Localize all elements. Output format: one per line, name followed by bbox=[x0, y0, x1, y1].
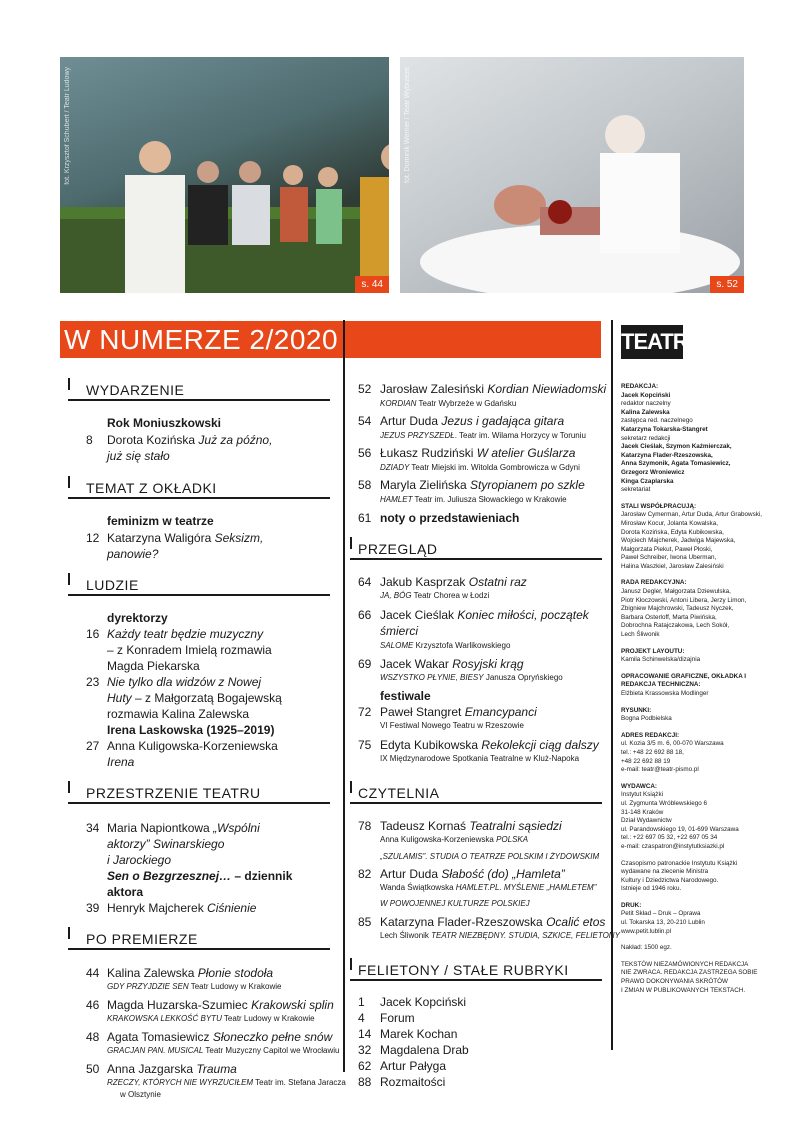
toc-entry-cont: panowie? bbox=[107, 547, 159, 561]
toc-entry-cont: – z Konradem Imielą rozmawia bbox=[107, 643, 272, 657]
column-entry[interactable]: Magdalena Drab bbox=[380, 1043, 469, 1057]
toc-entry[interactable]: Paweł Stangret Emancypanci bbox=[380, 705, 537, 719]
page-number: 16 bbox=[86, 627, 100, 641]
topic-label: Irena Laskowska (1925–2019) bbox=[107, 723, 275, 737]
section-title-temat: TEMAT Z OKŁADKI bbox=[86, 480, 217, 496]
section-underline bbox=[68, 948, 330, 950]
issue-title-bar bbox=[60, 321, 601, 358]
section-underline bbox=[68, 497, 330, 499]
toc-entry[interactable]: Agata Tomasiewicz Słoneczko pełne snów bbox=[107, 1030, 333, 1044]
page-number: 85 bbox=[358, 915, 372, 929]
masthead-label: RADA REDAKCYJNA: bbox=[621, 579, 687, 587]
section-underline bbox=[68, 399, 330, 401]
page-reference-badge: s. 44 bbox=[355, 276, 389, 293]
toc-entry[interactable]: Edyta Kubikowska Rekolekcji ciąg dalszy bbox=[380, 738, 599, 752]
page-number: 48 bbox=[86, 1030, 100, 1044]
book-note-cont: „SZULAMIS”. STUDIA O TEATRZE POLSKIM I ŻYDOWSKIM bbox=[380, 852, 600, 861]
section-title-po-premierze: PO PREMIERZE bbox=[86, 931, 198, 947]
toc-entry[interactable]: Henryk Majcherek Ciśnienie bbox=[107, 901, 257, 915]
topic-label: festiwale bbox=[380, 689, 431, 703]
masthead-label: PROJEKT LAYOUTU: bbox=[621, 647, 685, 655]
section-underline bbox=[350, 558, 602, 560]
toc-entry[interactable]: Artur Duda Słabość (do) „Hamleta” bbox=[380, 867, 565, 881]
page-number: 69 bbox=[358, 657, 372, 671]
toc-entry[interactable]: Dorota Kozińska Już za późno, bbox=[107, 433, 273, 447]
page-number: 62 bbox=[358, 1059, 372, 1073]
toc-entry-cont: aktorzy” Swinarskiego bbox=[107, 837, 225, 851]
production-note: GDY PRZYJDZIE SEN Teatr Ludowy w Krakowie bbox=[107, 982, 282, 991]
column-entry[interactable]: Marek Kochan bbox=[380, 1027, 458, 1041]
production-note: DZIADY Teatr Miejski im. Witolda Gombrowicza w Gdyni bbox=[380, 463, 580, 472]
section-title-felietony: FELIETONY / STAŁE RUBRYKI bbox=[358, 962, 569, 978]
toc-entry-cont: i Jarockiego bbox=[107, 853, 172, 867]
toc-entry-cont: rozmawia Kalina Zalewska bbox=[107, 707, 250, 721]
photo-credit: fot. Krzysztof Schubert / Teatr Ludowy bbox=[64, 67, 71, 185]
toc-entry[interactable]: Maria Napiontkowa „Wspólni bbox=[107, 821, 260, 835]
section-underline bbox=[68, 802, 330, 804]
section-marker bbox=[68, 781, 70, 793]
page-number: 34 bbox=[86, 821, 100, 835]
toc-entry[interactable]: Każdy teatr będzie muzyczny bbox=[107, 627, 264, 641]
toc-entry[interactable]: noty o przedstawieniach bbox=[380, 511, 520, 525]
toc-entry-cont: Irena bbox=[107, 755, 135, 769]
page-number: 32 bbox=[358, 1043, 372, 1057]
cover-photo-left bbox=[60, 57, 389, 293]
book-note: Lech Śliwonik TEATR NIEZBĘDNY. STUDIA, SZKICE, FELIETONY bbox=[380, 931, 620, 940]
section-title-przestrzenie: PRZESTRZENIE TEATRU bbox=[86, 785, 261, 801]
teatr-logo: TEATR bbox=[621, 325, 683, 359]
masthead-label: OPRACOWANIE GRAFICZNE, OKŁADKA I REDAKCJA TECHNICZNA: bbox=[621, 672, 747, 689]
toc-entry[interactable]: Łukasz Rudziński W atelier Guślarza bbox=[380, 446, 576, 460]
photo-credit: fot. Dominik Werner / Teatr Wybrzeże bbox=[404, 67, 411, 183]
page-number: 1 bbox=[358, 995, 365, 1009]
production-note: SALOME Krzysztofa Warlikowskiego bbox=[380, 641, 511, 650]
page-number: 78 bbox=[358, 819, 372, 833]
page-number: 39 bbox=[86, 901, 100, 915]
column-entry[interactable]: Artur Pałyga bbox=[380, 1059, 447, 1073]
section-marker bbox=[68, 476, 70, 488]
topic-label: Rok Moniuszkowski bbox=[107, 416, 222, 430]
toc-entry[interactable]: Katarzyna Waligóra Seksizm, bbox=[107, 531, 264, 545]
column-divider bbox=[343, 320, 345, 1072]
column-entry[interactable]: Jacek Kopciński bbox=[380, 995, 467, 1009]
toc-entry[interactable]: Kalina Zalewska Płonie stodoła bbox=[107, 966, 274, 980]
page-number: 66 bbox=[358, 608, 372, 622]
page-number: 61 bbox=[358, 511, 372, 525]
page-reference-badge: s. 52 bbox=[710, 276, 744, 293]
toc-entry[interactable]: Magda Huzarska-Szumiec Krakowski splin bbox=[107, 998, 334, 1012]
masthead-label: STALI WSPÓŁPRACUJĄ: bbox=[621, 502, 697, 510]
toc-entry-cont: Huty – z Małgorzatą Bogajewską bbox=[107, 691, 282, 705]
production-note: JEZUS PRZYSZEDŁ. Teatr im. Wilama Horzycy w Toruniu bbox=[380, 431, 586, 440]
section-underline bbox=[68, 594, 330, 596]
page-number: 50 bbox=[86, 1062, 100, 1076]
toc-entry[interactable]: Katarzyna Flader-Rzeszowska Ocalić etos bbox=[380, 915, 606, 929]
masthead-label: DRUK: bbox=[621, 901, 642, 909]
masthead: REDAKCJA: Jacek Kopciński redaktor naczelny Kalina Zalewska zastępca red. naczelnego Katarzyna Tokarska-Stangret sekretarz redakcji Jacek Cieślak, Szymon Kaźmierczak, Katarzyna Flader-Rzeszowska, Anna Szymonik, Agata Tomasiewicz, Grzegorz Wroniewicz Kinga Czaplarska sekretariat STALI WSPÓŁPRACUJĄ: Jarosław Cymerman, Artur Duda, Artur Grabowski, Mirosław Kocur, Jolanta Kowalska, Dorota Kozińska, Edyta Kubikowska, Wojciech Majcherek, Jadwiga Majewska, Małgorzata Piekut, Paweł Płoski, Paweł Schreiber, Iwona Uberman, Halina Waszkiel, Jarosław Zalesiński RADA REDAKCYJNA: Janusz Degler, Małgorzata Dziewulska, Piotr Kłoczowski, Antoni Libera, Jerzy Limon, Zbigniew Majchrowski, Tadeusz Nyczek, Barbara Osterloff, Marta Piwińska, Dobrochna Ratajczakowa, Lech Sokół, Lech Śliwonik PROJEKT LAYOUTU: Kamila Schinwelska/dizajnia OPRACOWANIE GRAFICZNE, OKŁADKA I REDAKCJA TECHNICZNA: Elżbieta Krassowska Modlinger RYSUNKI: Bogna Podbielska ADRES REDAKCJI: ul. Kozia 3/5 m. 6, 00-070 Warszawa tel.: +48 22 692 88 18, +48 22 692 88 19 e-mail: teatr@teatr-pismo.pl WYDAWCA: Instytut Książki ul. Zygmunta Wróblewskiego 6 31-148 Kraków Dział Wydawnictw ul. Parandowskiego 19, 01-699 Warszawa tel.: +22 697 05 32, +22 697 05 34 e-mail: czaspatron@instytutksiazki.pl Czasopismo patronackie Instytutu Książki wydawane na zlecenie Ministra Kultury i Dziedzictwa Narodowego. Istnieje od 1946 roku. DRUK: Petit Skład – Druk – Oprawa ul. Tokarska 13, 20-210 Lublin www.petit.lublin.pl Nakład: 1500 egz. TEKSTÓW NIEZAMÓWIONYCH REDAKCJA NIE ZWRACA. REDAKCJA ZASTRZEGA SOBIE PRAWO DOKONYWANIA SKRÓTÓW I ZMIAN W PUBLIKOWANYCH TEKSTACH. bbox=[621, 383, 771, 995]
section-underline bbox=[350, 979, 602, 981]
toc-entry-cont: śmierci bbox=[380, 624, 418, 638]
production-note: KRAKOWSKA LEKKOŚĆ BYTU Teatr Ludowy w Krakowie bbox=[107, 1014, 315, 1023]
masthead-label: ADRES REDAKCJI: bbox=[621, 731, 680, 739]
page-number: 58 bbox=[358, 478, 372, 492]
section-title-wydarzenie: WYDARZENIE bbox=[86, 382, 185, 398]
section-underline bbox=[350, 802, 602, 804]
section-marker bbox=[68, 927, 70, 939]
page-number: 23 bbox=[86, 675, 100, 689]
cover-photo-right bbox=[400, 57, 744, 293]
page-number: 4 bbox=[358, 1011, 365, 1025]
page-number: 88 bbox=[358, 1075, 372, 1089]
toc-entry[interactable]: Maryla Zielińska Styropianem po szkle bbox=[380, 478, 585, 492]
book-note: Anna Kuligowska-Korzeniewska POLSKA bbox=[380, 835, 529, 844]
production-note: GRACJAN PAN. MUSICAL Teatr Muzyczny Capitol we Wrocławiu bbox=[107, 1046, 340, 1055]
toc-entry[interactable]: Jarosław Zalesiński Kordian Niewiadomski bbox=[380, 382, 607, 396]
toc-entry[interactable]: Jacek Cieślak Koniec miłości, początek bbox=[380, 608, 589, 622]
production-note: VI Festiwal Nowego Teatru w Rzeszowie bbox=[380, 721, 524, 730]
toc-entry[interactable]: Jakub Kasprzak Ostatni raz bbox=[380, 575, 527, 589]
toc-entry-cont: już się stało bbox=[107, 449, 170, 463]
masthead-label: RYSUNKI: bbox=[621, 706, 652, 714]
page-number: 44 bbox=[86, 966, 100, 980]
masthead-label: WYDAWCA: bbox=[621, 782, 658, 790]
page-number: 12 bbox=[86, 531, 100, 545]
page-number: 75 bbox=[358, 738, 372, 752]
page-number: 54 bbox=[358, 414, 372, 428]
page-number: 72 bbox=[358, 705, 372, 719]
section-marker bbox=[350, 958, 352, 970]
section-title-przeglad: PRZEGLĄD bbox=[358, 541, 438, 557]
production-note: WSZYSTKO PŁYNIE, BIESY Janusza Opryńskiego bbox=[380, 673, 563, 682]
toc-entry[interactable]: Tadeusz Kornaś Teatralni sąsiedzi bbox=[380, 819, 562, 833]
page-number: 8 bbox=[86, 433, 93, 447]
masthead-label: REDAKCJA: bbox=[621, 383, 659, 390]
book-note: Wanda Świątkowska HAMLET.PL. MYŚLENIE „HAMLETEM” bbox=[380, 883, 597, 892]
production-note: RZECZY, KTÓRYCH NIE WYRZUCIŁEM Teatr im. Stefana Jaracza bbox=[107, 1078, 346, 1087]
production-note: JA, BÓG Teatr Chorea w Łodzi bbox=[380, 591, 490, 600]
section-marker bbox=[68, 573, 70, 585]
toc-entry[interactable]: Artur Duda Jezus i gadająca gitara bbox=[380, 414, 565, 428]
section-title-ludzie: LUDZIE bbox=[86, 577, 139, 593]
section-title-czytelnia: CZYTELNIA bbox=[358, 785, 440, 801]
column-entry[interactable]: Forum bbox=[380, 1011, 415, 1025]
page-number: 46 bbox=[86, 998, 100, 1012]
page-number: 82 bbox=[358, 867, 372, 881]
column-entry[interactable]: Rozmaitości bbox=[380, 1075, 446, 1089]
topic-label: Sen o Bezgrzesznej… – dziennik bbox=[107, 869, 293, 883]
book-note-cont: W POWOJENNEJ KULTURZE POLSKIEJ bbox=[380, 899, 530, 908]
email-link: e-mail: teatr@teatr-pismo.pl bbox=[621, 766, 699, 774]
production-note: HAMLET Teatr im. Juliusza Słowackiego w Krakowie bbox=[380, 495, 567, 504]
topic-label-cont: aktora bbox=[107, 885, 144, 899]
toc-entry[interactable]: Nie tylko dla widzów z Nowej bbox=[107, 675, 262, 689]
page-number: 14 bbox=[358, 1027, 372, 1041]
issue-title: W NUMERZE 2/2020 bbox=[64, 324, 339, 355]
toc-entry[interactable]: Jacek Wakar Rosyjski krąg bbox=[380, 657, 524, 671]
bathtub-scene-image bbox=[400, 57, 744, 293]
toc-entry[interactable]: Anna Kuligowska-Korzeniewska bbox=[107, 739, 278, 753]
page-number: 52 bbox=[358, 382, 372, 396]
production-note-cont: w Olsztynie bbox=[120, 1090, 161, 1099]
page-number: 27 bbox=[86, 739, 100, 753]
production-note: KORDIAN Teatr Wybrzeże w Gdańsku bbox=[380, 399, 517, 408]
topic-label: dyrektorzy bbox=[107, 611, 168, 625]
section-marker bbox=[350, 781, 352, 793]
page-number: 56 bbox=[358, 446, 372, 460]
page-number: 64 bbox=[358, 575, 372, 589]
toc-entry[interactable]: Anna Jazgarska Trauma bbox=[107, 1062, 237, 1076]
topic-label: feminizm w teatrze bbox=[107, 514, 214, 528]
section-marker bbox=[350, 537, 352, 549]
toc-entry-cont: Magda Piekarska bbox=[107, 659, 200, 673]
section-marker bbox=[68, 378, 70, 390]
stage-scene-image bbox=[60, 57, 389, 293]
production-note: IX Międzynarodowe Spotkania Teatralne w Kluż-Napoka bbox=[380, 754, 580, 763]
